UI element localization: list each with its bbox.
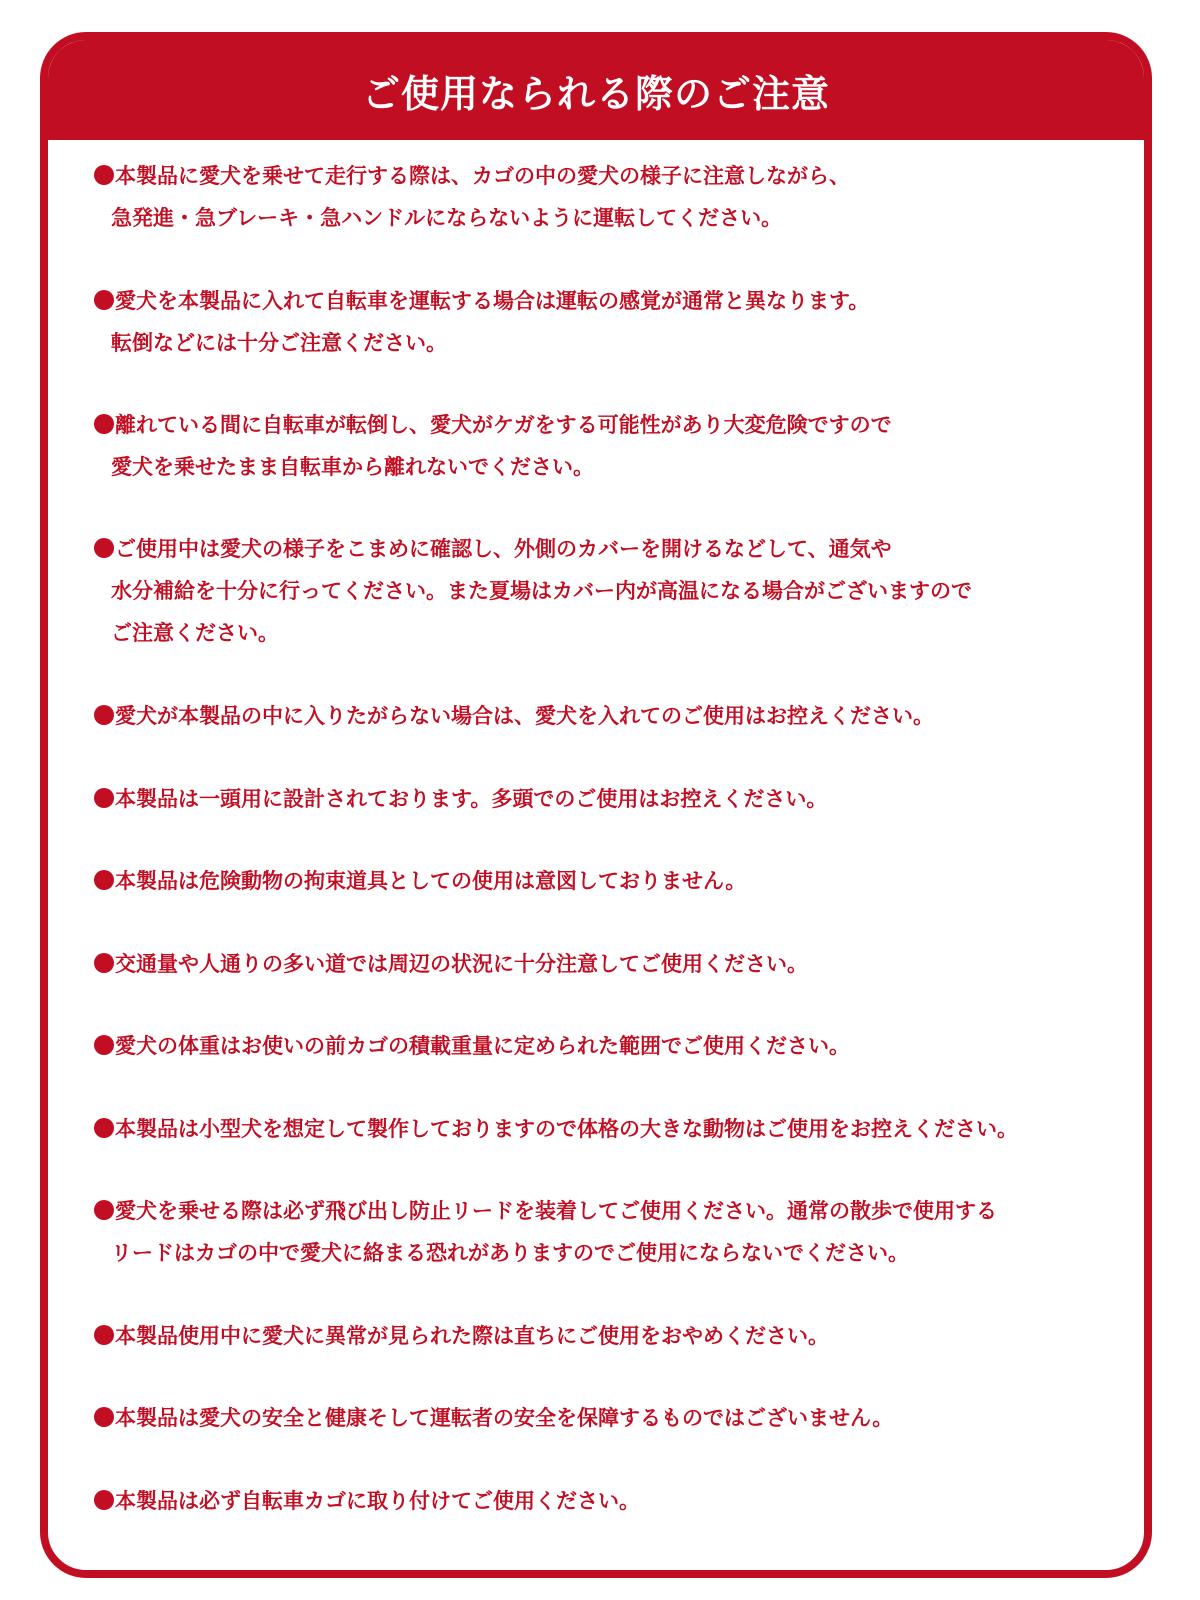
notice-line: 交通量や人通りの多い道では周辺の状況に十分注意してご使用ください。 <box>115 952 808 976</box>
notice-line: リードはカゴの中で愛犬に絡まる恐れがありますのでご使用にならないでください。 <box>111 1241 909 1265</box>
bullet-icon <box>94 1325 114 1345</box>
notice-item <box>94 1397 893 1439</box>
bullet-icon <box>94 165 114 185</box>
notice-title: ご使用なられる際のご注意 <box>361 71 830 116</box>
notice-line: 水分補給を十分に行ってください。また夏場はカバー内が高温になる場合がございますので <box>111 579 972 603</box>
notice-line: ご注意ください。 <box>111 621 279 645</box>
notice-item <box>94 943 808 985</box>
notice-line: 本製品は危険動物の拘束道具としての使用は意図しておりません。 <box>115 869 747 893</box>
bullet-icon <box>94 788 114 808</box>
notice-item <box>94 155 850 239</box>
notice-line: 本製品は愛犬の安全と健康そして運転者の安全を保障するものではございません。 <box>115 1406 894 1430</box>
notice-line: 離れている間に自転車が転倒し、愛犬がケガをする可能性があり大変危険ですので <box>115 413 892 437</box>
notice-line: ご使用中は愛犬の様子をこまめに確認し、外側のカバーを開けるなどして、通気や <box>115 537 892 561</box>
notice-item <box>94 860 746 902</box>
notice-item <box>94 778 827 820</box>
bullet-icon <box>94 1200 114 1220</box>
notice-line: 転倒などには十分ご注意ください。 <box>111 331 447 355</box>
bullet-icon <box>94 1035 114 1055</box>
notice-item <box>94 1190 997 1274</box>
bullet-icon <box>94 705 114 725</box>
bullet-icon <box>94 870 114 890</box>
notice-line: 本製品は必ず自転車カゴに取り付けてご使用ください。 <box>115 1489 640 1513</box>
bullet-icon <box>94 414 114 434</box>
notice-line: 愛犬が本製品の中に入りたがらない場合は、愛犬を入れてのご使用はお控えください。 <box>115 704 934 728</box>
notice-item <box>94 1025 850 1067</box>
bullet-icon <box>94 953 114 973</box>
notice-card <box>40 32 1152 1578</box>
notice-header <box>48 40 1144 140</box>
bullet-icon <box>94 290 114 310</box>
notice-line: 本製品は小型犬を想定して製作しておりますので体格の大きな動物はご使用をお控えください。 <box>115 1117 1018 1141</box>
notice-line: 急発進・急ブレーキ・急ハンドルにならないように運転してください。 <box>111 206 783 230</box>
notice-line: 本製品は一頭用に設計されております。多頭でのご使用はお控えください。 <box>115 787 828 811</box>
notice-line: 愛犬の体重はお使いの前カゴの積載重量に定められた範囲でご使用ください。 <box>115 1034 850 1058</box>
notice-line: 本製品に愛犬を乗せて走行する際は、カゴの中の愛犬の様子に注意しながら、 <box>115 164 850 188</box>
notice-item <box>94 1480 640 1522</box>
notice-item <box>94 528 972 654</box>
bullet-icon <box>94 1407 114 1427</box>
notice-line: 愛犬を乗せたまま自転車から離れないでください。 <box>111 455 594 479</box>
notice-item <box>94 1315 829 1357</box>
bullet-icon <box>94 538 114 558</box>
notice-line: 愛犬を乗せる際は必ず飛び出し防止リードを装着してご使用ください。通常の散歩で使用する <box>115 1199 997 1223</box>
notice-item <box>94 404 892 488</box>
bullet-icon <box>94 1118 114 1138</box>
notice-item <box>94 695 934 737</box>
notice-item <box>94 280 869 364</box>
notice-line: 本製品使用中に愛犬に異常が見られた際は直ちにご使用をおやめください。 <box>115 1324 829 1348</box>
bullet-icon <box>94 1490 114 1510</box>
notice-line: 愛犬を本製品に入れて自転車を運転する場合は運転の感覚が通常と異なります。 <box>115 289 870 313</box>
notice-item <box>94 1108 1018 1150</box>
